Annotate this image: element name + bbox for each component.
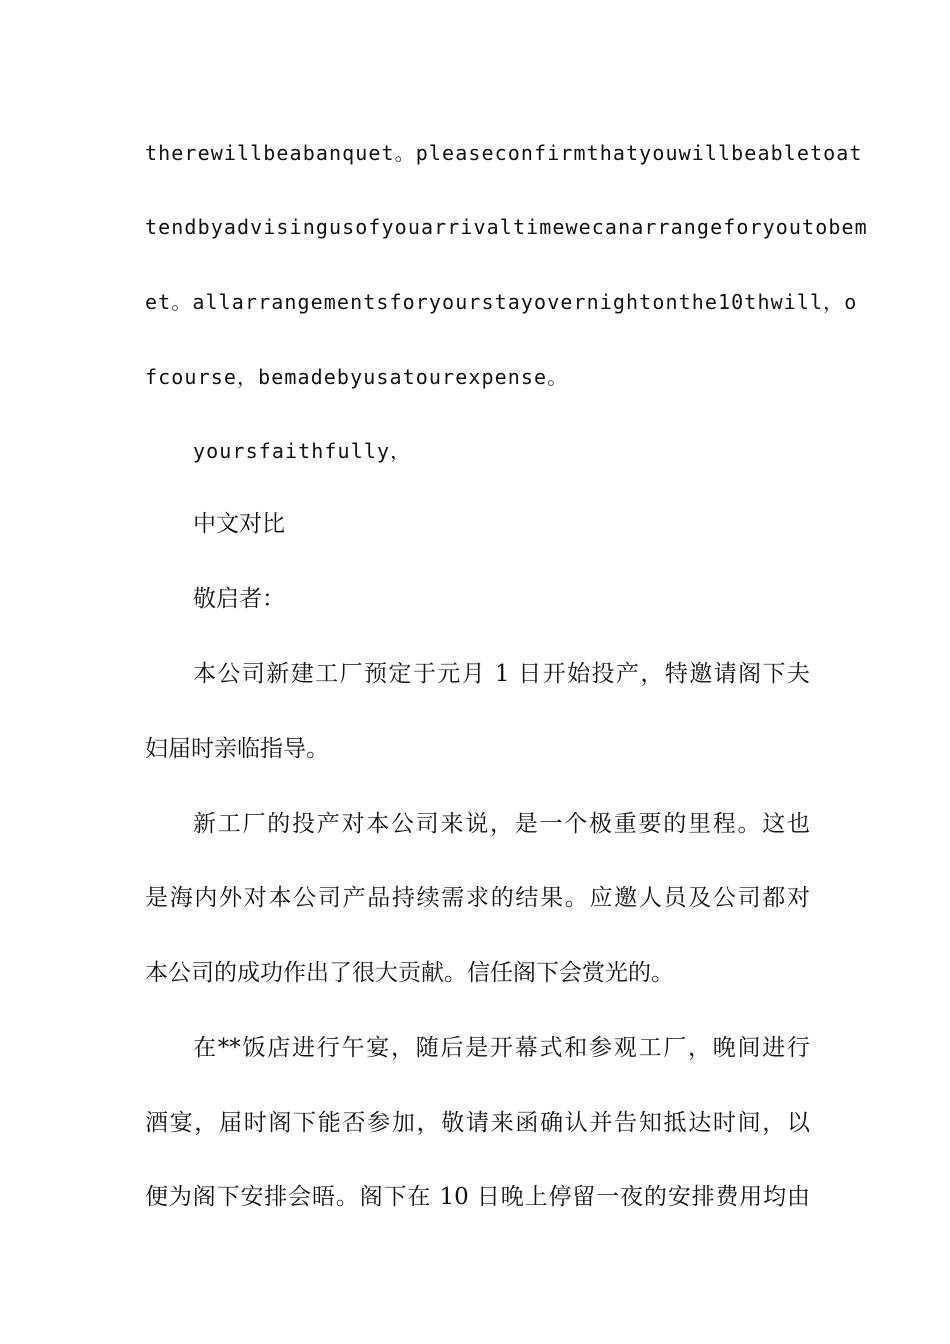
english-letter-line-4: fcourse，bemadebyusatourexpense。 — [145, 365, 569, 389]
paragraph-3-line-1: 在**饭店进行午宴，随后是开幕式和参观工厂，晚间进行 — [193, 1035, 810, 1061]
paragraph-2-line-2: 是海内外对本公司产品持续需求的结果。应邀人员及公司都对 — [145, 885, 810, 911]
paragraph-2-line-3: 本公司的成功作出了很大贡献。信任阁下会赏光的。 — [145, 960, 674, 986]
english-closing: yoursfaithfully， — [193, 439, 412, 463]
paragraph-3-line-3: 便为阁下安排会晤。阁下在 10 日晚上停留一夜的安排费用均由 — [145, 1184, 810, 1210]
paragraph-3-line-2: 酒宴，届时阁下能否参加，敬请来函确认并告知抵达时间，以 — [145, 1110, 810, 1136]
paragraph-1-line-1: 本公司新建工厂预定于元月 1 日开始投产，特邀请阁下夫 — [193, 661, 810, 687]
paragraph-1-line-2: 妇届时亲临指导。 — [145, 736, 329, 762]
section-heading: 中文对比 — [193, 511, 285, 537]
paragraph-2-line-1: 新工厂的投产对本公司来说，是一个极重要的里程。这也 — [193, 811, 810, 837]
english-letter-line-2: tendbyadvisingusofyouarrivaltimewecanarrangeforyoutobem — [145, 215, 868, 239]
english-letter-line-3: et。allarrangementsforyourstayovernightonthe10thwill，o — [145, 290, 858, 314]
english-letter-line-1: therewillbeabanquet。pleaseconfirmthatyouwillbeabletoat — [145, 141, 863, 165]
salutation: 敬启者： — [193, 586, 285, 612]
